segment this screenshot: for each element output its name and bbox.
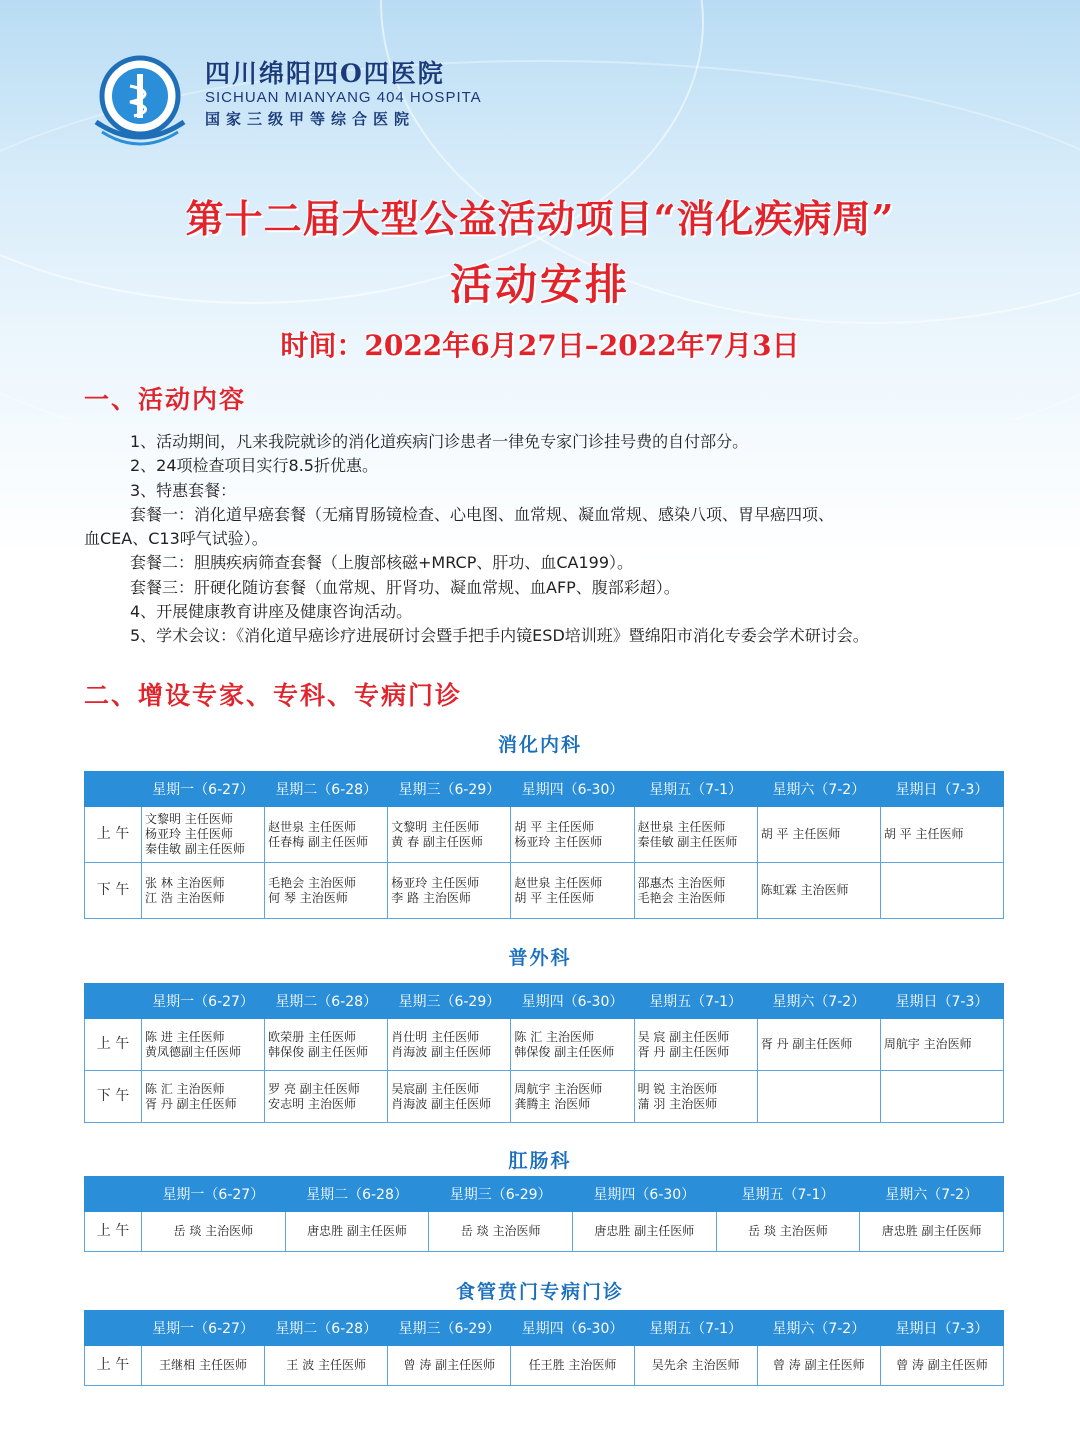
header-cell: 星期六（7-2）	[757, 772, 880, 807]
schedule-cell	[880, 1071, 1003, 1123]
schedule-cell: 唐忠胜 副主任医师	[860, 1212, 1004, 1252]
header-cell	[85, 1177, 142, 1212]
dept-title-colorectal: 肛肠科	[508, 1150, 572, 1172]
schedule-table-colorectal	[84, 1176, 1004, 1252]
header-cell	[85, 1311, 142, 1346]
schedule-cell: 欧荣册 主任医师 韩保俊 副主任医师	[265, 1019, 388, 1071]
schedule-cell: 明 锐 主治医师 蒲 羽 主治医师	[634, 1071, 757, 1123]
content-line: 2、24项检查项目实行8.5折优惠。	[130, 456, 378, 476]
content-line: 套餐一：消化道早癌套餐（无痛胃肠镜检查、心电图、血常规、凝血常规、感染八项、胃早癌四项、	[130, 504, 835, 524]
event-time: 时间：2022年6月27日–2022年7月3日	[280, 329, 800, 362]
header-cell: 星期二（6-28）	[285, 1177, 429, 1212]
row-label: 下 午	[85, 863, 142, 919]
header-cell: 星期六（7-2）	[757, 1311, 880, 1346]
schedule-table-surgery	[84, 983, 1004, 1123]
content-line: 4、开展健康教育讲座及健康咨询活动。	[130, 602, 413, 622]
schedule-cell: 吴 宸 副主任医师 胥 丹 副主任医师	[634, 1019, 757, 1071]
header-cell: 星期三（6-29）	[388, 772, 511, 807]
event-title: 第十二届大型公益活动项目“消化疾病周”	[185, 196, 895, 241]
header-cell: 星期二（6-28）	[265, 1311, 388, 1346]
schedule-cell: 岳 琰 主治医师	[716, 1212, 860, 1252]
row-label: 上 午	[85, 1212, 142, 1252]
header-cell: 星期四（6-30）	[511, 772, 634, 807]
schedule-cell: 陈 汇 主治医师 韩保俊 副主任医师	[511, 1019, 634, 1071]
schedule-cell: 王继相 主任医师	[142, 1346, 265, 1386]
header-cell: 星期六（7-2）	[860, 1177, 1004, 1212]
header-cell: 星期四（6-30）	[511, 984, 634, 1019]
header-cell: 星期一（6-27）	[142, 984, 265, 1019]
schedule-cell: 陈虹霖 主治医师	[757, 863, 880, 919]
schedule-cell: 杨亚玲 主任医师 李 路 主治医师	[388, 863, 511, 919]
row-label: 上 午	[85, 1346, 142, 1386]
schedule-cell: 周航宇 主治医师	[880, 1019, 1003, 1071]
dept-title-esophagus: 食管贲门专病门诊	[455, 1281, 624, 1303]
header-cell: 星期一（6-27）	[142, 1177, 286, 1212]
schedule-cell: 唐忠胜 副主任医师	[572, 1212, 716, 1252]
schedule-cell: 陈 汇 主治医师 胥 丹 副主任医师	[142, 1071, 265, 1123]
schedule-cell: 胡 平 主任医师	[757, 807, 880, 863]
header-cell: 星期一（6-27）	[142, 1311, 265, 1346]
header-cell: 星期一（6-27）	[142, 772, 265, 807]
content-line: 5、学术会议：《消化道早癌诊疗进展研讨会暨手把手内镜ESD培训班》暨绵阳市消化专委会学术研讨会。	[130, 626, 869, 646]
event-subtitle: 活动安排	[449, 260, 630, 309]
section-heading-clinics: 二、增设专家、专科、专病门诊	[84, 681, 463, 710]
schedule-cell: 周航宇 主治医师 龚腾主 治医师	[511, 1071, 634, 1123]
schedule-cell: 赵世泉 主任医师 秦佳敏 副主任医师	[634, 807, 757, 863]
header-cell: 星期五（7-1）	[716, 1177, 860, 1212]
activity-content	[84, 430, 1014, 649]
header-cell	[85, 984, 142, 1019]
row-label: 上 午	[85, 807, 142, 863]
header-cell: 星期五（7-1）	[634, 1311, 757, 1346]
schedule-cell	[880, 863, 1003, 919]
row-label: 下 午	[85, 1071, 142, 1123]
dept-title-surgery: 普外科	[508, 947, 572, 969]
header-cell: 星期二（6-28）	[265, 984, 388, 1019]
schedule-cell: 胡 平 主任医师 杨亚玲 主任医师	[511, 807, 634, 863]
schedule-cell: 吴宸副 主任医师 肖海波 副主任医师	[388, 1071, 511, 1123]
hospital-name-en: SICHUAN MIANYANG 404 HOSPITA	[205, 89, 482, 106]
schedule-cell: 曾 涛 副主任医师	[388, 1346, 511, 1386]
hospital-name-cn: 四川绵阳四O四医院	[205, 59, 445, 88]
schedule-cell: 罗 亮 副主任医师 安志明 主治医师	[265, 1071, 388, 1123]
schedule-cell: 胥 丹 副主任医师	[757, 1019, 880, 1071]
header-cell: 星期二（6-28）	[265, 772, 388, 807]
schedule-cell: 赵世泉 主任医师 胡 平 主任医师	[511, 863, 634, 919]
schedule-cell: 任王胜 主治医师	[511, 1346, 634, 1386]
header-cell: 星期五（7-1）	[634, 984, 757, 1019]
schedule-cell: 王 波 主任医师	[265, 1346, 388, 1386]
section-heading-content: 一、活动内容	[84, 385, 247, 414]
hospital-grade: 国家三级甲等综合医院	[205, 110, 416, 128]
header-cell: 星期四（6-30）	[572, 1177, 716, 1212]
schedule-cell	[757, 1071, 880, 1123]
schedule-cell: 赵世泉 主任医师 任春梅 副主任医师	[265, 807, 388, 863]
schedule-table-gi	[84, 771, 1004, 919]
header-cell: 星期日（7-3）	[880, 984, 1003, 1019]
schedule-cell: 岳 琰 主治医师	[429, 1212, 573, 1252]
header-cell: 星期三（6-29）	[429, 1177, 573, 1212]
header-cell: 星期三（6-29）	[388, 1311, 511, 1346]
content-line: 套餐三：肝硬化随访套餐（血常规、肝肾功、凝血常规、血AFP、腹部彩超）。	[130, 577, 680, 597]
header-cell	[85, 772, 142, 807]
content-line: 1、活动期间，凡来我院就诊的消化道疾病门诊患者一律免专家门诊挂号费的自付部分。	[130, 432, 749, 451]
content-line: 血CEA、C13呼气试验）。	[84, 529, 268, 549]
header-cell: 星期三（6-29）	[388, 984, 511, 1019]
header-cell: 星期日（7-3）	[880, 1311, 1003, 1346]
schedule-cell: 文黎明 主任医师 杨亚玲 主任医师 秦佳敏 副主任医师	[142, 807, 265, 863]
header-cell: 星期五（7-1）	[634, 772, 757, 807]
schedule-cell: 文黎明 主任医师 黄 春 副主任医师	[388, 807, 511, 863]
schedule-cell: 肖仕明 主任医师 肖海波 副主任医师	[388, 1019, 511, 1071]
content-line: 3、特惠套餐：	[130, 480, 237, 500]
schedule-cell: 邵惠杰 主治医师 毛艳会 主治医师	[634, 863, 757, 919]
header-cell: 星期六（7-2）	[757, 984, 880, 1019]
schedule-table-esophagus	[84, 1310, 1004, 1386]
header-cell: 星期日（7-3）	[880, 772, 1003, 807]
schedule-cell: 张 林 主治医师 江 浩 主治医师	[142, 863, 265, 919]
schedule-cell: 曾 涛 副主任医师	[880, 1346, 1003, 1386]
header-cell: 星期四（6-30）	[511, 1311, 634, 1346]
schedule-cell: 毛艳会 主治医师 何 琴 主治医师	[265, 863, 388, 919]
hospital-brand	[205, 60, 482, 130]
dept-title-gi: 消化内科	[497, 734, 582, 756]
schedule-cell: 吴先余 主治医师	[634, 1346, 757, 1386]
hospital-logo	[90, 52, 190, 152]
schedule-cell: 胡 平 主任医师	[880, 807, 1003, 863]
row-label: 上 午	[85, 1019, 142, 1071]
schedule-cell: 陈 进 主任医师 黄凤德副主任医师	[142, 1019, 265, 1071]
schedule-cell: 曾 涛 副主任医师	[757, 1346, 880, 1386]
schedule-cell: 唐忠胜 副主任医师	[285, 1212, 429, 1252]
schedule-cell: 岳 琰 主治医师	[142, 1212, 286, 1252]
content-line: 套餐二：胆胰疾病筛查套餐（上腹部核磁+MRCP、肝功、血CA199）。	[130, 553, 634, 573]
